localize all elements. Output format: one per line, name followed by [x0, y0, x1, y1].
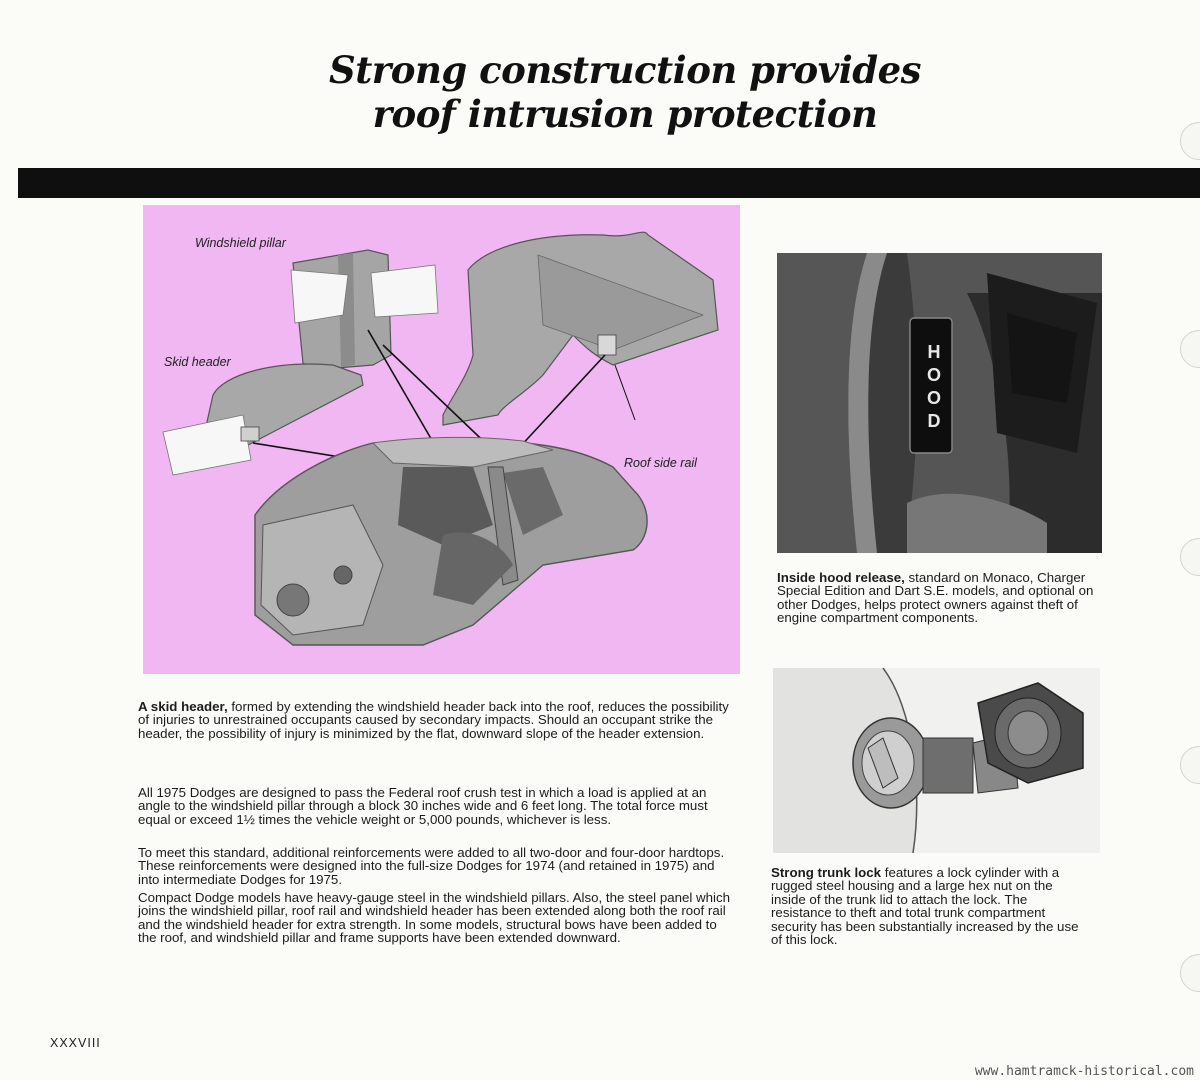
binder-hole [1180, 538, 1200, 576]
skid-header-bold: A skid header, [138, 699, 228, 714]
roof-structure-diagram [143, 205, 740, 674]
watermark-url: www.hamtramck-historical.com [974, 1064, 1194, 1079]
hood-release-photo [777, 253, 1102, 553]
skid-header-text: formed by extending the windshield header back into the roof, reduces the possibility of injuries to unrestrained occupants caused by secondary impacts. Should an occupant strike the header, the possibility of injury is minimized by the flat, downward slope of the header extension. [138, 699, 729, 741]
binder-hole [1180, 330, 1200, 368]
car-body-illustration [143, 205, 740, 674]
label-skid-header: Skid header [164, 355, 231, 369]
reinforcement-paragraph: To meet this standard, additional reinforcements were added to all two-door and four-door hardtops. These reinforcements were designed into the full-size Dodges for 1974 (and retained in 1975) and into intermediate Dodges for 1975. [138, 845, 725, 887]
label-windshield-pillar: Windshield pillar [195, 236, 286, 250]
trunk-caption-bold: Strong trunk lock [771, 865, 882, 880]
trunk-lock-photo [773, 668, 1100, 853]
binder-hole [1180, 954, 1200, 992]
binder-hole [1180, 746, 1200, 784]
trunk-lock-caption [771, 866, 1091, 946]
skid-header-paragraph [138, 700, 736, 740]
binder-hole [1180, 122, 1200, 160]
page-title [250, 48, 1000, 136]
hood-label-text: HOOD [927, 342, 942, 431]
hood-release-caption [777, 571, 1097, 625]
trunk-lock-illustration [773, 668, 1100, 853]
compact-models-paragraph: Compact Dodge models have heavy-gauge steel in the windshield pillars. Also, the steel panel which joins the windshield pillar, roof rail and windshield header has been extended along both the roof rail and the windshield header for extra strength. In some models, structural bows have been added to the roof, and windshield pillar and frame supports have been extended downward. [138, 890, 731, 946]
roof-crush-paragraph: All 1975 Dodges are designed to pass the Federal roof crush test in which a load is applied at an angle to the windshield pillar through a block 30 inches wide and 6 feet long. The total force must equal or exceed 1½ times the vehicle weight or 5,000 pounds, whichever is less. [138, 785, 708, 827]
label-roof-side-rail: Roof side rail [624, 456, 697, 470]
title-line-2: roof intrusion protection [372, 92, 878, 136]
page-number: XXXVIII [50, 1036, 101, 1050]
hood-caption-text: standard on Monaco, Charger Special Edition and Dart S.E. models, and optional on other Dodges, helps protect owners against theft of engine compartment components. [777, 570, 1094, 626]
title-line-1: Strong construction provides [328, 48, 922, 92]
hood-caption-bold: Inside hood release, [777, 570, 905, 585]
header-rule-bar [18, 168, 1200, 198]
trunk-caption-text: features a lock cylinder with a rugged steel housing and a large hex nut on the inside of the trunk lid to attach the lock. The resistance to theft and total trunk compartment security has been substantially increased by the use of this lock. [771, 865, 1079, 948]
